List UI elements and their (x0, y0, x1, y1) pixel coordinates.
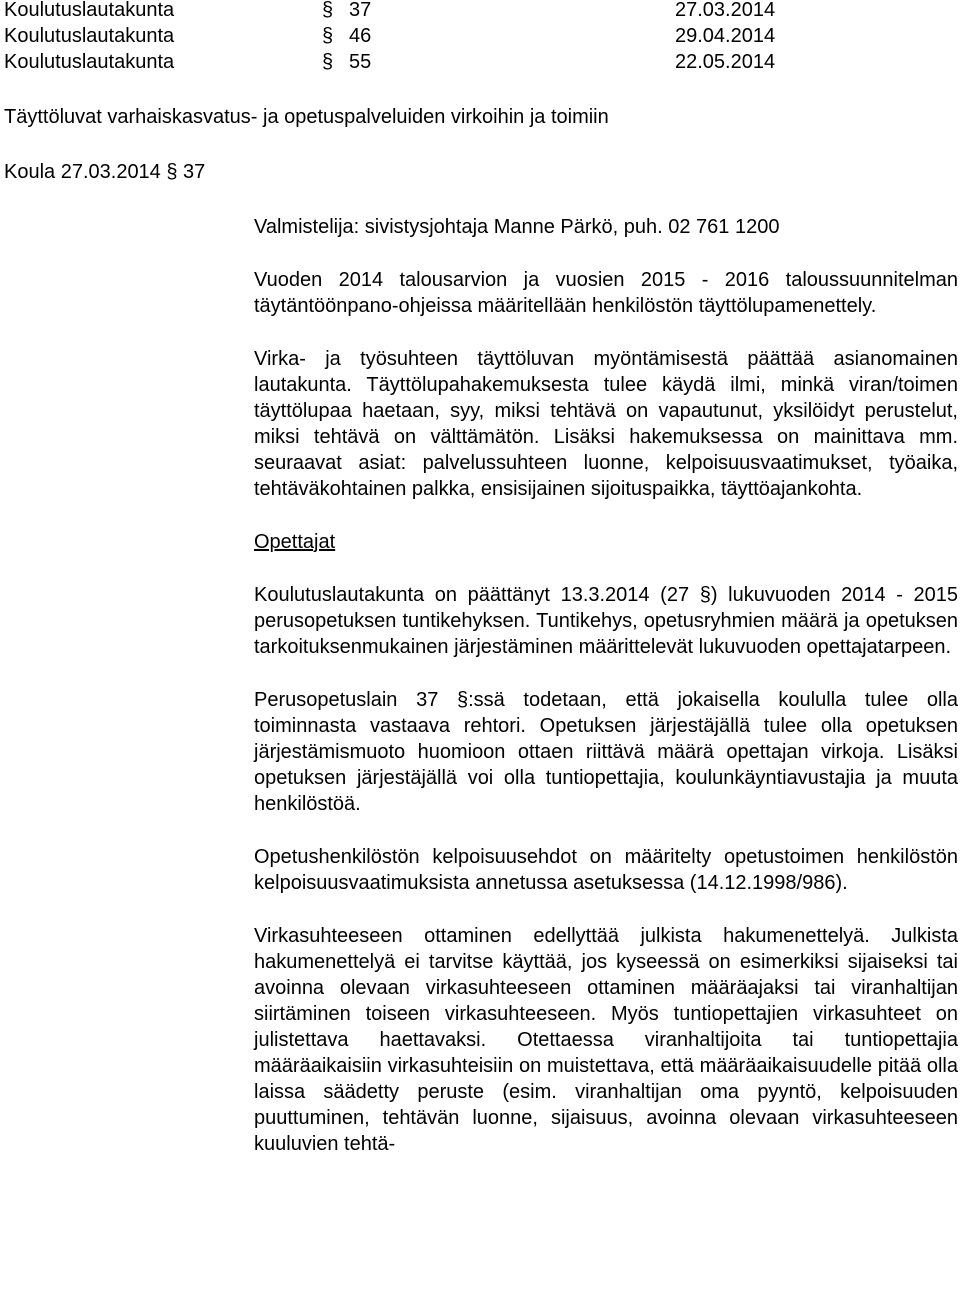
meeting-row (4, 23, 904, 49)
document-title: Täyttöluvat varhaiskasvatus- ja opetuspalveluiden virkoihin ja toimiin (4, 106, 609, 128)
preparer-line: Valmistelija: sivistysjohtaja Manne Pärkö, puh. 02 761 1200 (254, 216, 780, 238)
section-heading-teachers: Opettajat (254, 531, 336, 553)
meeting-row (4, 0, 904, 23)
section-number: 37 (349, 0, 372, 21)
paragraph: Virkasuhteeseen ottaminen edellyttää julkista hakumenettelyä. Julkista hakumenettelyä ei tarvitse käyttää, jos kyseessä on esimerkiksi sijaiseksi tai avoinna olevaan virkasuhteeseen ottaminen määräajaksi tai viranhaltijan siirtäminen toiseen virkasuhteeseen. Myös tuntiopettajien virkasuhteet on julistettava haettavaksi. Otettaessa viranhaltijoita tai tuntiopettajia määräaikaisiin virkasuhteisiin on muistettava, että määräaikaisuudelle pitää olla laissa säädetty peruste (esim. viranhaltijan oma pyyntö, kelpoisuuden puuttuminen, tehtävän luonne, sijaisuus, avoinna olevaan virkasuhteeseen kuuluvien tehtä- (254, 925, 958, 1155)
meeting-row (4, 49, 904, 75)
paragraph: Vuoden 2014 talousarvion ja vuosien 2015 - 2016 taloussuunnitelman täytäntöönpano-ohjeissa määritellään henkilöstön täyttölupamenettely. (254, 269, 958, 317)
meeting-date: 22.05.2014 (675, 51, 776, 73)
meeting-date: 29.04.2014 (675, 25, 776, 47)
meeting-body: Koulutuslautakunta (4, 51, 175, 73)
paragraph: Opetushenkilöstön kelpoisuusehdot on määritelty opetustoimen henkilöstön kelpoisuusvaatimuksista annetussa asetuksessa (14.12.1998/986). (254, 846, 958, 894)
section-number: 46 (349, 25, 372, 47)
section-sign: § (322, 25, 334, 47)
section-number: 55 (349, 51, 372, 73)
paragraph: Koulutuslautakunta on päättänyt 13.3.2014 (27 §) lukuvuoden 2014 - 2015 perusopetuksen tuntikehyksen. Tuntikehys, opetusryhmien määrä ja opetuksen tarkoituksenmukainen järjestäminen määrittelevät lukuvuoden opettajatarpeen. (254, 584, 958, 658)
section-sign: § (322, 51, 334, 73)
meeting-reference: Koula 27.03.2014 § 37 (4, 161, 206, 183)
meeting-body: Koulutuslautakunta (4, 25, 175, 47)
section-sign: § (322, 0, 334, 21)
paragraph: Virka- ja työsuhteen täyttöluvan myöntämisestä päättää asianomainen lautakunta. Täyttölupahakemuksesta tulee käydä ilmi, minkä viran/toimen täyttölupaa haetaan, syy, miksi tehtävä on vapautunut, yksilöidyt perustelut, miksi tehtävä on välttämätön. Lisäksi hakemuksessa on mainittava mm. seuraavat asiat: palvelussuhteen luonne, kelpoisuusvaatimukset, työaika, tehtäväkohtainen palkka, ensisijainen sijoituspaikka, täyttöajankohta. (254, 348, 958, 500)
meeting-body: Koulutuslautakunta (4, 0, 175, 21)
paragraph: Perusopetuslain 37 §:ssä todetaan, että jokaisella koululla tulee olla toiminnasta vastaava rehtori. Opetuksen järjestäjällä tulee olla opetuksen järjestämismuoto huomioon ottaen riittävä määrä opettajan virkoja. Lisäksi opetuksen järjestäjällä voi olla tuntiopettajia, koulunkäyntiavustajia ja muuta henkilöstöä. (254, 689, 958, 815)
document-body (254, 214, 958, 1157)
meeting-date: 27.03.2014 (675, 0, 776, 21)
